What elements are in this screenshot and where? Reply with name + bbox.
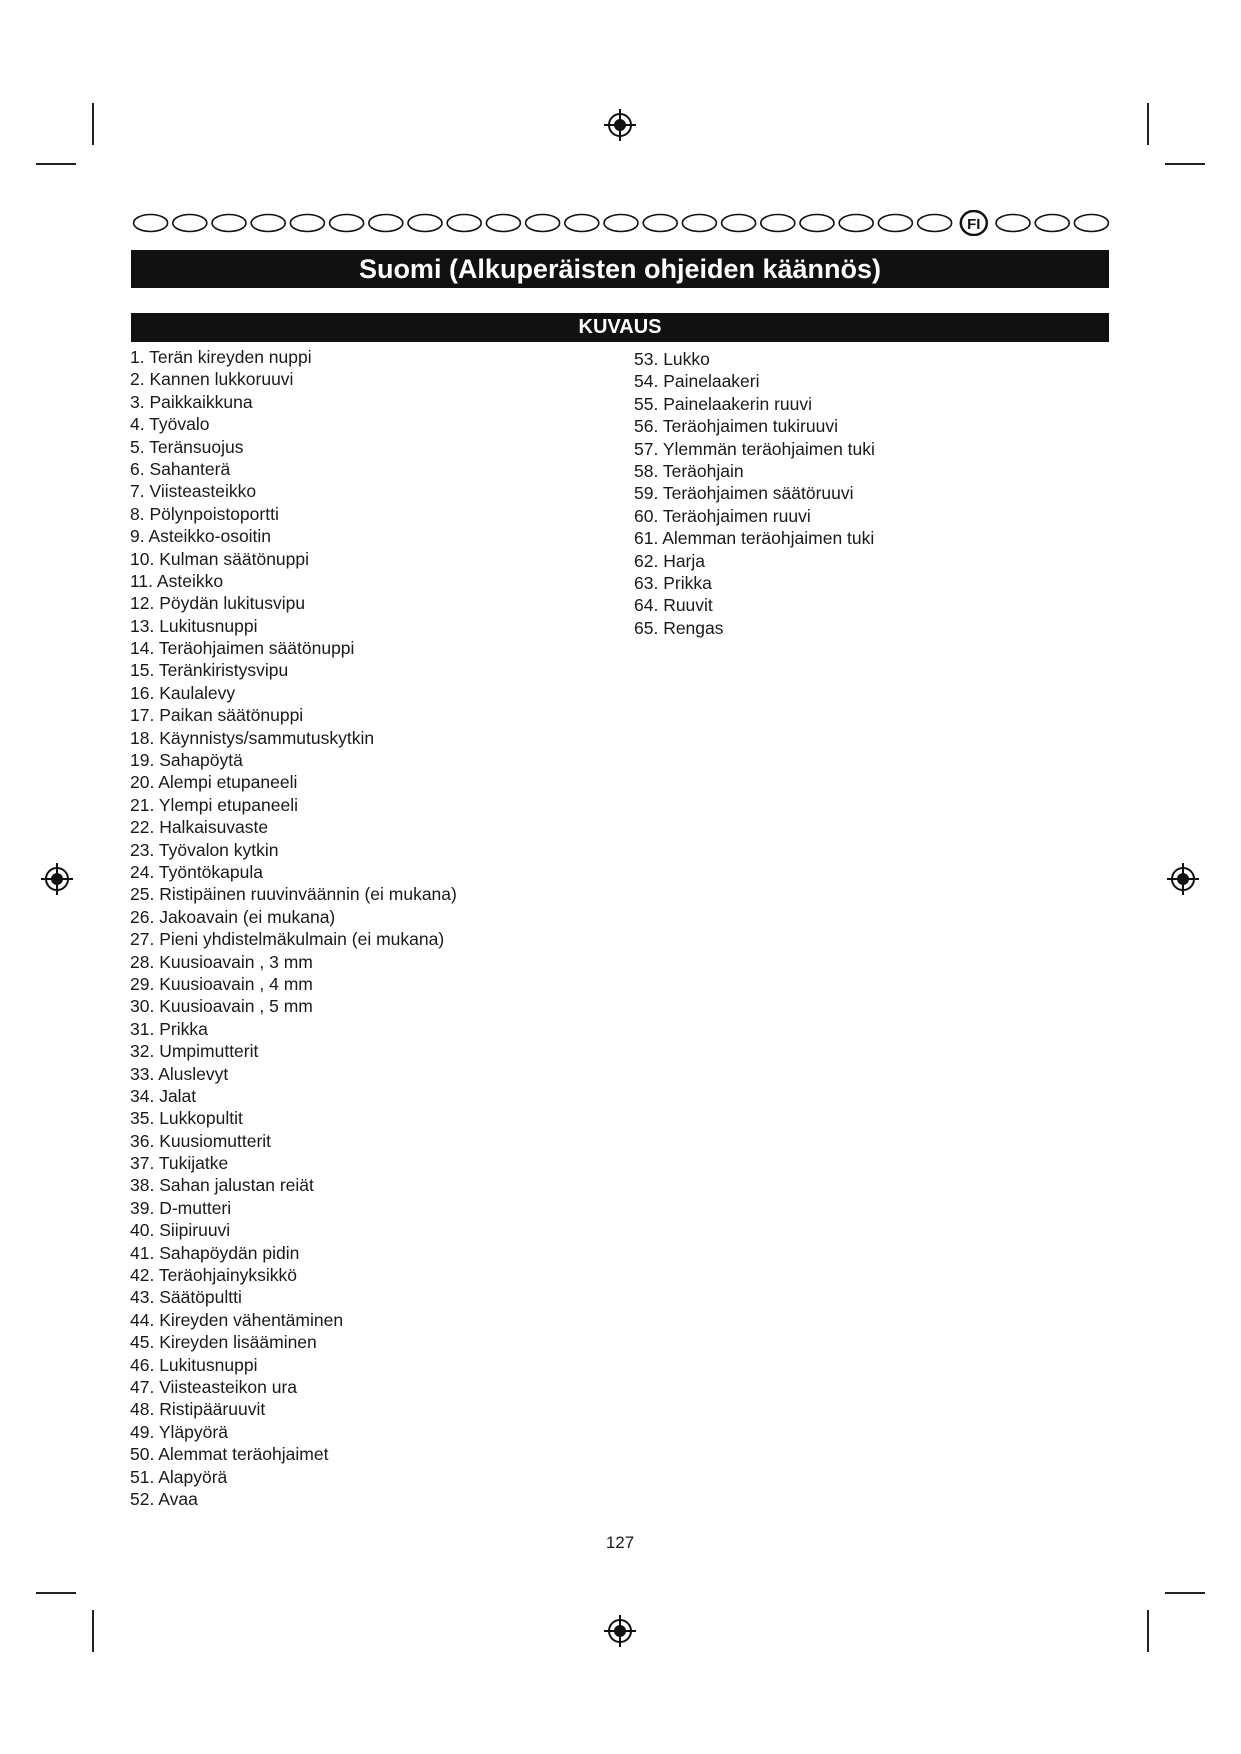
list-item: 52. Avaa <box>130 1488 198 1509</box>
list-item: 23. Työvalon kytkin <box>130 839 279 860</box>
list-item: 42. Teräohjainyksikkö <box>130 1265 297 1286</box>
list-item: 21. Ylempi etupaneeli <box>130 794 298 815</box>
language-tab-fi <box>961 211 987 235</box>
language-tab-hu <box>643 215 677 232</box>
list-item: 57. Ylemmän teräohjaimen tuki <box>634 438 875 459</box>
list-item: 45. Kireyden lisääminen <box>130 1332 317 1353</box>
language-tab-uk <box>1074 215 1108 232</box>
list-item: 19. Sahapöytä <box>130 750 243 771</box>
list-item: 5. Teränsuojus <box>130 436 244 457</box>
list-item: 4. Työvalo <box>130 414 210 435</box>
list-item: 17. Paikan säätönuppi <box>130 705 304 726</box>
language-tab-hr <box>839 215 873 232</box>
language-tab-sl <box>878 215 912 232</box>
list-item: 2. Kannen lukkoruuvi <box>130 369 294 390</box>
registration-mark-icon <box>603 1614 637 1648</box>
list-item: 58. Teräohjain <box>634 460 744 481</box>
list-item: 20. Alempi etupaneeli <box>130 772 298 793</box>
list-item: 40. Siipiruuvi <box>130 1220 231 1241</box>
list-item: 59. Teräohjaimen säätöruuvi <box>634 483 854 504</box>
list-item: 13. Lukitusnuppi <box>130 615 258 636</box>
language-tab-pt <box>369 215 403 232</box>
language-tab-bar <box>131 210 1111 236</box>
list-item: 22. Halkaisuvaste <box>130 817 269 838</box>
list-item: 54. Painelaakeri <box>634 371 760 392</box>
crop-mark <box>1165 163 1205 165</box>
list-item: 64. Ruuvit <box>634 595 713 616</box>
list-item: 7. Viisteasteikko <box>130 481 257 502</box>
crop-mark <box>1165 1592 1205 1594</box>
page-title: Suomi (Alkuperäisten ohjeiden käännös) <box>131 250 1109 288</box>
language-tab-ro <box>682 215 716 232</box>
language-tab-sk <box>918 215 952 232</box>
crop-mark <box>92 103 94 145</box>
list-item: 14. Teräohjaimen säätönuppi <box>130 638 355 659</box>
list-item: 43. Säätöpultti <box>130 1287 242 1308</box>
list-item: 63. Prikka <box>634 572 712 593</box>
language-tab-it <box>290 215 324 232</box>
list-item: 38. Sahan jalustan reiät <box>130 1175 314 1196</box>
language-tab-no <box>486 215 520 232</box>
list-item: 28. Kuusioavain , 3 mm <box>130 951 313 972</box>
list-item: 46. Lukitusnuppi <box>130 1354 258 1375</box>
list-item: 15. Teränkiristysvipu <box>130 660 289 681</box>
crop-mark <box>1147 1610 1149 1652</box>
language-tab-es <box>251 215 285 232</box>
list-item: 49. Yläpyörä <box>130 1421 228 1442</box>
list-item: 10. Kulman säätönuppi <box>130 548 310 569</box>
list-item: 18. Käynnistys/sammutuskytkin <box>130 727 375 748</box>
registration-mark-icon <box>1166 862 1200 896</box>
language-tab-sv <box>447 215 481 232</box>
registration-mark-icon <box>603 108 637 142</box>
page-number: 127 <box>605 1533 635 1552</box>
list-item: 24. Työntökapula <box>130 861 263 882</box>
parts-list-right <box>634 348 875 639</box>
list-item: 26. Jakoavain (ei mukana) <box>130 906 336 927</box>
list-item: 36. Kuusiomutterit <box>130 1130 272 1151</box>
list-item: 31. Prikka <box>130 1018 208 1039</box>
list-item: 1. Terän kireyden nuppi <box>130 347 312 367</box>
list-item: 30. Kuusioavain , 5 mm <box>130 996 313 1017</box>
registration-mark-icon <box>40 862 74 896</box>
language-tab-de <box>212 215 246 232</box>
list-item: 12. Pöydän lukitusvipu <box>130 593 306 614</box>
list-item: 41. Sahapöydän pidin <box>130 1242 300 1263</box>
language-tab-label: FI <box>967 216 981 233</box>
list-item: 61. Alemman teräohjaimen tuki <box>634 528 875 549</box>
list-item: 27. Pieni yhdistelmäkulmain (ei mukana) <box>130 929 445 950</box>
language-tab-cs <box>604 215 638 232</box>
list-item: 60. Teräohjaimen ruuvi <box>634 505 811 526</box>
list-item: 62. Harja <box>634 550 706 571</box>
list-item: 9. Asteikko-osoitin <box>130 526 272 547</box>
language-tab-ru <box>526 215 560 232</box>
list-item: 11. Asteikko <box>130 570 224 591</box>
crop-mark <box>1147 103 1149 145</box>
list-item: 29. Kuusioavain , 4 mm <box>130 973 313 994</box>
list-item: 25. Ristipäinen ruuvinväännin (ei mukana) <box>130 884 457 905</box>
list-item: 53. Lukko <box>634 349 710 369</box>
language-tab-en <box>134 215 168 232</box>
list-item: 32. Umpimutterit <box>130 1041 259 1062</box>
parts-list-left <box>130 346 457 1510</box>
list-item: 34. Jalat <box>130 1085 197 1106</box>
crop-mark <box>36 1592 76 1594</box>
list-item: 35. Lukkopultit <box>130 1108 243 1129</box>
list-item: 50. Alemmat teräohjaimet <box>130 1444 329 1465</box>
list-item: 51. Alapyörä <box>130 1466 228 1487</box>
list-item: 56. Teräohjaimen tukiruuvi <box>634 416 838 437</box>
section-heading: KUVAUS <box>131 313 1109 342</box>
language-tab-da <box>408 215 442 232</box>
list-item: 39. D-mutteri <box>130 1197 232 1218</box>
list-item: 33. Aluslevyt <box>130 1063 229 1084</box>
list-item: 16. Kaulalevy <box>130 682 236 703</box>
language-tab-el <box>996 215 1030 232</box>
list-item: 8. Pölynpoistoportti <box>130 503 279 524</box>
list-item: 37. Tukijatke <box>130 1153 229 1174</box>
list-item: 47. Viisteasteikon ura <box>130 1376 298 1397</box>
crop-mark <box>36 163 76 165</box>
language-tab-nl <box>330 215 364 232</box>
list-item: 65. Rengas <box>634 617 724 638</box>
language-tab-fr <box>173 215 207 232</box>
list-item: 3. Paikkaikkuna <box>130 391 253 412</box>
language-tab-lt <box>761 215 795 232</box>
list-item: 44. Kireyden vähentäminen <box>130 1309 344 1330</box>
language-tab-pl <box>565 215 599 232</box>
list-item: 48. Ristipääruuvit <box>130 1399 266 1420</box>
language-tab-et <box>800 215 834 232</box>
language-tab-tr <box>1035 215 1069 232</box>
language-tab-lv <box>722 215 756 232</box>
list-item: 55. Painelaakerin ruuvi <box>634 393 813 414</box>
crop-mark <box>92 1610 94 1652</box>
list-item: 6. Sahanterä <box>130 458 231 479</box>
